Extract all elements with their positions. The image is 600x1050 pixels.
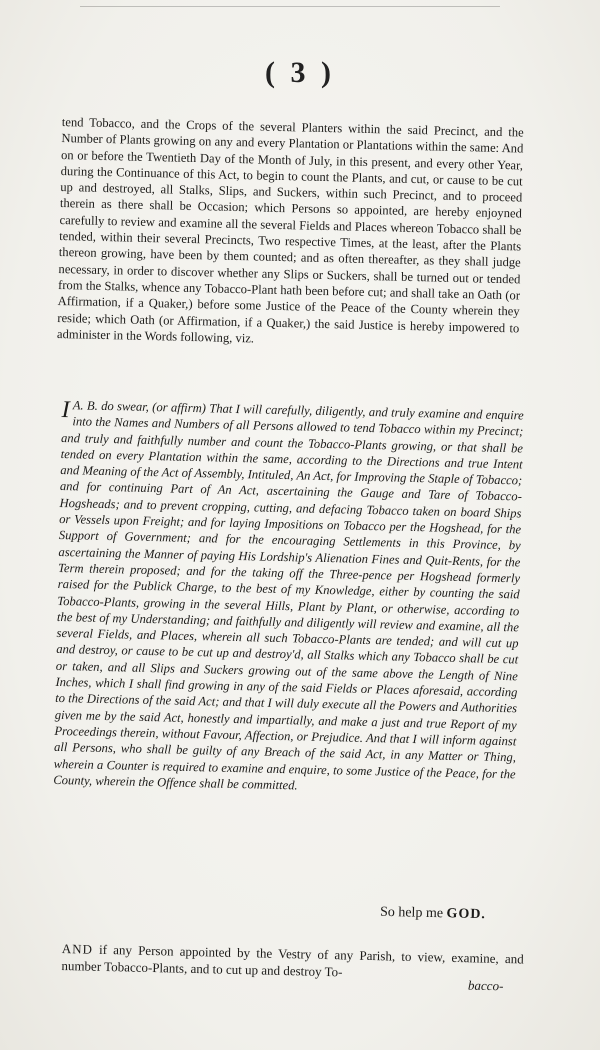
paragraph-lead-word: AND [61, 940, 94, 957]
signoff-god: GOD. [446, 906, 487, 923]
page-number: ( 3 ) [265, 56, 335, 89]
oath-paragraph [53, 397, 524, 799]
signoff [380, 905, 486, 923]
catchword: bacco- [467, 977, 504, 994]
paragraph-next [61, 940, 524, 984]
paragraph-continuation: tend Tobacco, and the Crops of the several Planters within the said Precinct, and the Number of Plants growing on any and every Plantation or Plantations within the same: And on or before the Twentieth Day of the Month of July, in this present, and every other Year, during the Continuance of this Act, to begin to count the Plants, and cut, or cause to be cut up and destroyed, all Stalks, Slips, and Suckers, within such Precinct, and to proceed therein as there shall be Occasion; which Persons so appointed, are hereby enjoyned carefully to review and examine all the several Fields and Places whereon Tobacco shall be tended, within their several Precincts, Two respective Times, at the least, after the Plants thereon growing, have been by them counted; and as often thereafter, as they shall judge necessary, in order to discover whether any Slips or Suckers, shall be turned out or tended from the Stalks, whence any Tobacco-Plant hath been before cut; and shall take an Oath (or Affirmation, if a Quaker,) before some Justice of the Peace of the County wherein they reside; which Oath (or Affirmation, if a Quaker,) the said Justice is hereby impowered to administer in the Words following, viz. [56, 114, 524, 345]
oath-text: A. B. do swear, (or affirm) That I will carefully, diligently, and truly examine and enquire into the Names and Numbers of all Persons allowed to tend Tobacco within my Precinct; and truly and faithfully number and count the Tobacco-Plants growing, or that shall be tended on every Plantation within the same, according to the Directions and true Intent and Meaning of the Act of Assembly, Intituled, An Act, for Improving the Staple of Tobacco; and for continuing Part of An Act, ascertaining the Gauge and Tare of Tobacco-Hogsheads; and to prevent cropping, cutting, and defacing Tobacco taken on board Ships or Vessels upon Freight; and for laying Impositions on Tobacco per the Hogshead, for the Support of Government; and for the encouraging Settlements in this Province, by ascertaining the Manner of paying His Lordship's Alienation Fines and Quit-Rents, for the Term therein proposed; and for the taking off the Three-pence per Hogshead formerly raised for the Publick Charge, to the best of my Knowledge, either by counting the said Tobacco-Plants, growing in the several Hills, Plant by Plant, or otherwise, according to the best of my Understanding; and faithfully and diligently will review and examine, all the several Fields, and Places, wherein all such Tobacco-Plants are tended; and will cut up and destroy, or cause to be cut up and destroy'd, all Stalks which any Tobacco shall be cut or taken, and all Slips and Suckers growing out of the same above the Length of Nine Inches, which I shall find growing in any of the said Fields or Places aforesaid, according to the Directions of the said Act; and that I will duly execute all the Powers and Authorities given me by the said Act, honestly and impartially, and make a just and true Report of my Proceedings therein, without Favour, Affection, or Prejudice. And that I will inform against all Persons, who shall be guilty of any Breach of the said Act, in any Matter or Thing, wherein a Counter is required to examine and enquire, to some Justice of the Peace, for the County, wherein the Offence shall be committed. [53, 398, 524, 793]
drop-cap: I [61, 397, 70, 424]
top-rule [80, 0, 500, 7]
paragraph-next-text: if any Person appointed by the Vestry of any Parish, to view, examine, and number Tobacco-Plants, and to cut up and destroy To- [61, 941, 524, 980]
signoff-prefix: So help me [379, 904, 444, 922]
